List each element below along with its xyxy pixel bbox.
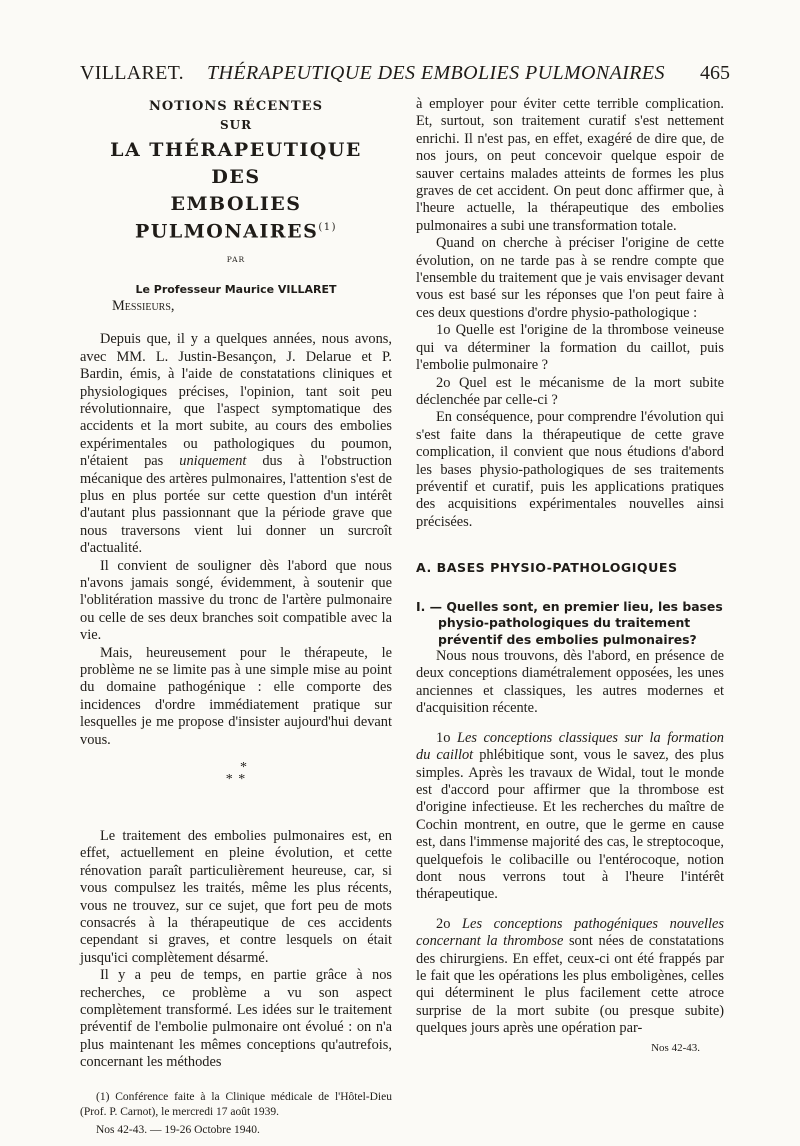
left-paragraph-2: Il convient de souligner dès l'abord que nous n'avons jamais songé, évidemment, à soutenir que l'oblitération massive du tronc de l'artère pulmonaire ou celle de ses deux branches soit compatible avec la vie. [80, 557, 392, 644]
title-footnote-mark: (1) [318, 221, 337, 233]
right-paragraph-3: 1o Quelle est l'origine de la thrombose veineuse qui va déterminer la formation du caillot, puis l'embolie pulmonaire ? [416, 322, 724, 374]
salutation: Messieurs, [112, 297, 175, 314]
title-line-5-text: EMBOLIES PULMONAIRES [135, 192, 319, 243]
title-line-3: LA THÉRAPEUTIQUE [110, 138, 362, 161]
p7-number: 1o [436, 729, 451, 746]
stars-bottom: * * [225, 771, 247, 787]
footnote-text: (1) Conférence faite à la Clinique médicale de l'Hôtel-Dieu (Prof. P. Carnot), le mercredi 17 août 1939. [80, 1090, 392, 1118]
issue-footer-right: Nos 42-43. [651, 1041, 700, 1054]
running-header [80, 62, 730, 90]
right-paragraph-8 [416, 916, 724, 1038]
page-number: 465 [700, 62, 730, 84]
left-paragraph-3: Mais, heureusement pour le thérapeute, le problème ne se limite pas à une simple mise au point du domaine pathogénique : elle comporte des incidences d'ordre immédiatement pratique sur lesquelles je me propose d'insister aujourd'hui devant vous. [80, 644, 392, 748]
right-paragraph-6: Nous nous trouvons, dès l'abord, en présence de deux conceptions diamétralement opposées, les unes anciennes et classiques, les autres modernes et d'acquisition récente. [416, 648, 724, 717]
footnote [80, 1090, 392, 1120]
left-p1-end: dus à l'obstruction mécanique des artères pulmonaires, l'attention s'est de plus en plus portée sur cette question d'un intérêt d'autant plus passionnant que la période grave que nous traversons vient lui donner un surcroît d'actualité. [80, 453, 392, 557]
left-paragraph-5: Il y a peu de temps, en partie grâce à nos recherches, ce problème a vu son aspect complètement transformé. Les idées sur le traitement préventif de l'embolie pulmonaire ont évolué : on n'a plus maintenant les mêmes conceptions qu'autrefois, concernant les méthodes [80, 967, 392, 1071]
left-paragraph-1 [80, 331, 392, 557]
title-line-4: DES [211, 165, 261, 188]
right-paragraph-1: à employer pour éviter cette terrible complication. Et, surtout, son traitement curatif s'est nettement enrichi. Il n'est pas, en effet, exagéré de dire que, de nos jours, on peut concevoir quelque espoir de sauver certains malades atteints de formes les plus graves de cet accident. On peut donc affirmer que, à l'heure actuelle, la thérapeutique des embolies pulmonaires a subi une transformation totale. [416, 96, 724, 234]
right-column [416, 96, 724, 1057]
stars-top: * [240, 760, 248, 776]
left-p1-text: Depuis que, il y a quelques années, nous avons, avec MM. L. Justin-Besançon, J. Delarue et P. Bardin, émis, à l'aide de constatations cliniques et physiologiques précises, l'opinion, tant soit peu révolutionnaire, que l'aspect symptomatique des accidents et la mort subite, au cours des embolies expérimentales ou pathologiques du poumon, n'étaient pas [80, 331, 392, 470]
right-paragraph-5: En conséquence, pour comprendre l'évolution qui s'est faite dans la thérapeutique de cette grave complication, il convient que nous étudions d'abord les bases physio-pathologiques de ses traitements préventif et curatif, puis les applications pratiques des acquisitions expérimentales nouvelles ainsi précisées. [416, 409, 724, 530]
issue-footer-left: Nos 42-43. — 19-26 Octobre 1940. [96, 1123, 260, 1136]
question-heading: I. — Quelles sont, en premier lieu, les bases physio-pathologiques du traitement préventif des embolies pulmonaires? [416, 598, 723, 647]
section-heading: A. BASES PHYSIO-PATHOLOGIQUES [416, 560, 678, 576]
author-byline: Le Professeur Maurice VILLARET [135, 282, 337, 296]
p8-text: sont nées de constatations des chirurgiens. En effet, ceux-ci ont été frappés par le fait que les opérations les plus emboligènes, celles qui déterminent le plus facilement cette atroce surprise de la mort subite (ou presque subite) quelques jours après une opération par- [416, 933, 724, 1037]
section-separator-stars [80, 760, 392, 802]
p8-emphasis: Les conceptions pathogéniques nouvelles concernant la thrombose [416, 915, 724, 950]
p8-number: 2o [436, 915, 451, 932]
par-label: PAR [226, 255, 246, 265]
title-line-2: SUR [219, 118, 253, 133]
left-paragraph-4: Le traitement des embolies pulmonaires est, en effet, actuellement en pleine évolution, et cette rénovation paraît particulièrement heureuse, car, si vous compulsez les traités, même les plus récents, vous ne trouvez, sur ce sujet, que fort peu de mots consacrés à la thérapeutique de ces accidents cependant si graves, et contre lesquels on était jusqu'ici complètement désarmé. [80, 827, 392, 966]
right-paragraph-2: Quand on cherche à préciser l'origine de cette évolution, on ne tarde pas à se rendre compte que l'ensemble du traitement que je vais envisager devant vous est basé sur les réponses que l'on peut faire à ces deux questions d'ordre physio-pathologique : [416, 235, 724, 321]
header-running-title: THÉRAPEUTIQUE DES EMBOLIES PULMONAIRES [207, 62, 665, 84]
right-paragraph-7 [416, 730, 724, 904]
p7-text: phlébitique sont, vous le savez, des plus simples. Après les travaux de Widal, tout le monde est d'accord pour affirmer que la thrombose est d'origine infectieuse. Et les recherches du maître de Cochin montrent, en outre, que le germe en cause est, dans l'immense majorité des cas, le streptocoque, quelquefois le colibacille ou l'entérocoque, notion dont nous verrons tout à l'heure l'intérêt thérapeutique. [416, 747, 724, 903]
left-p1-emphasis: uniquement [179, 453, 247, 470]
title-line-1: NOTIONS RÉCENTES [149, 99, 323, 114]
left-column [80, 96, 392, 1139]
article-title-block [80, 98, 392, 298]
p7-emphasis: Les conceptions classiques sur la formation du caillot [416, 729, 724, 764]
right-paragraph-4: 2o Quel est le mécanisme de la mort subite déclenchée par celle-ci ? [416, 374, 724, 408]
header-author: VILLARET. [80, 62, 184, 84]
title-line-5 [80, 193, 392, 243]
